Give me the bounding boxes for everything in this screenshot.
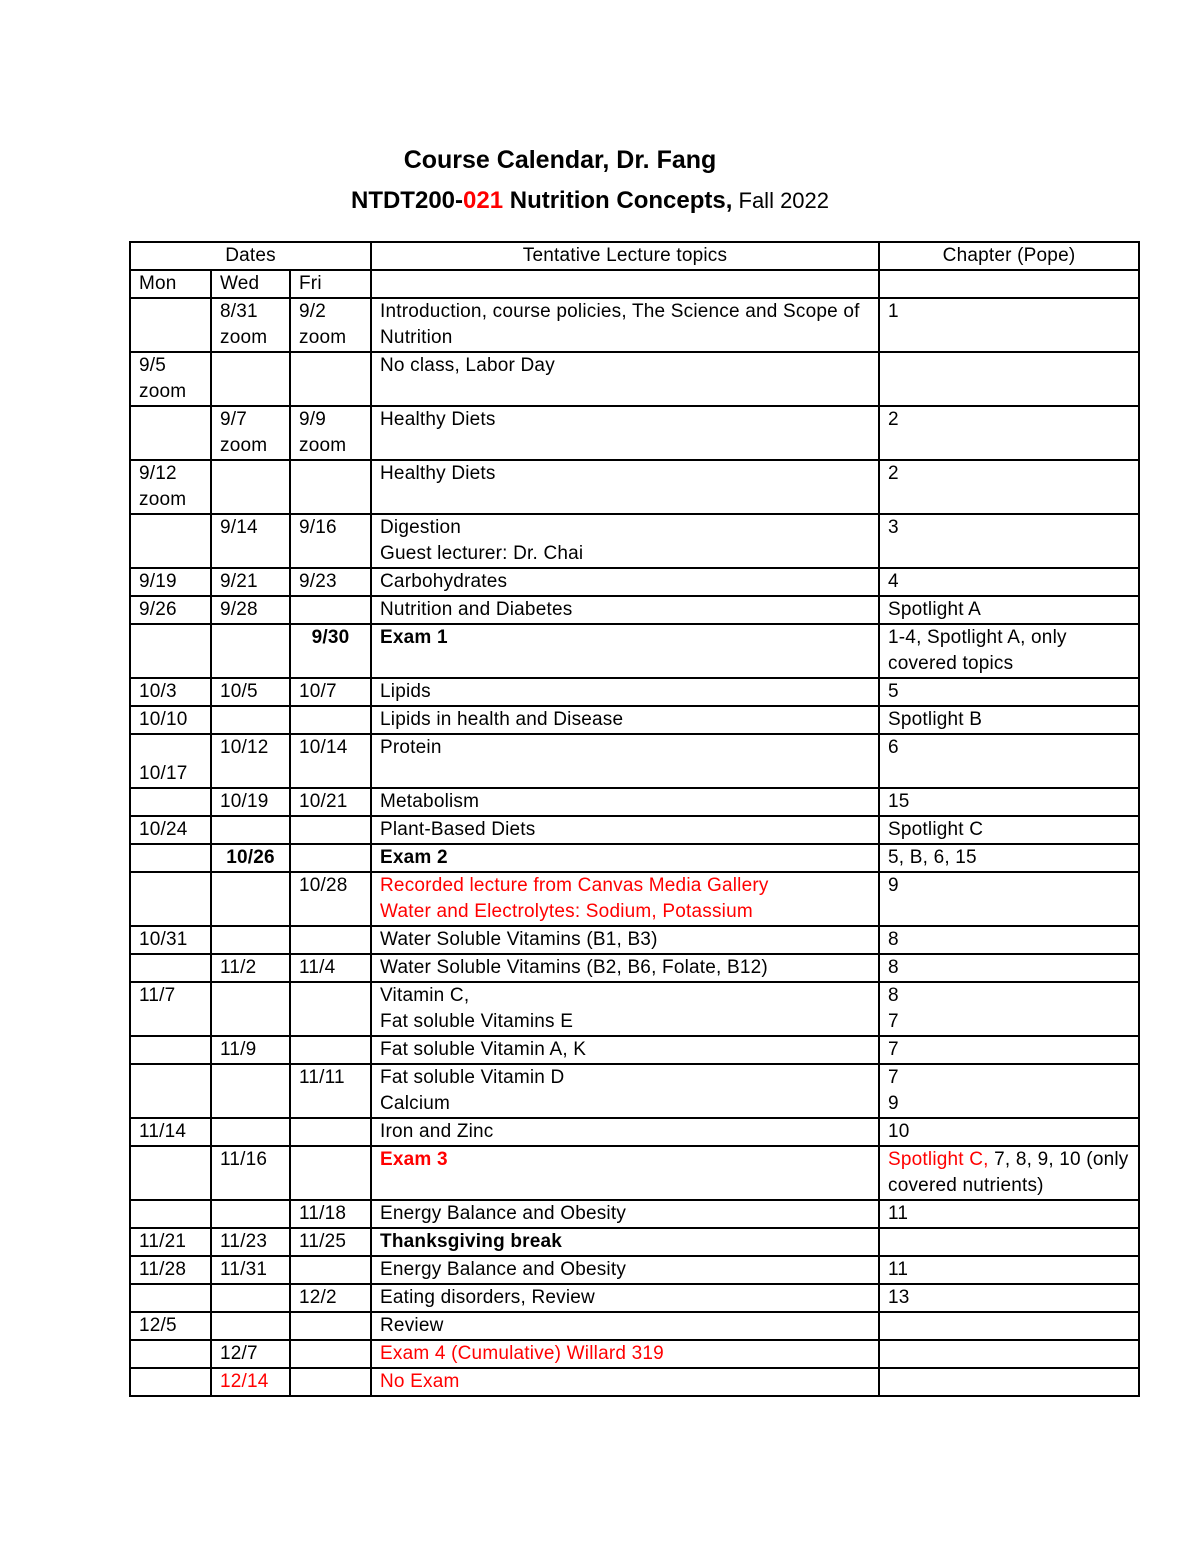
topic-cell: Healthy Diets bbox=[371, 406, 879, 460]
topic-cell: Energy Balance and Obesity bbox=[371, 1200, 879, 1228]
fri-cell: 11/11 bbox=[290, 1064, 371, 1118]
course-calendar-table bbox=[129, 241, 1140, 1397]
chapter-header: Chapter (Pope) bbox=[879, 242, 1139, 270]
table-row bbox=[130, 788, 1139, 816]
chapter-cell: 11 bbox=[879, 1200, 1139, 1228]
table-row bbox=[130, 298, 1139, 352]
chapter-cell: Spotlight B bbox=[879, 706, 1139, 734]
chapter-cell: 13 bbox=[879, 1284, 1139, 1312]
chapter-cell: Spotlight C bbox=[879, 816, 1139, 844]
dates-header: Dates bbox=[130, 242, 371, 270]
mon-cell: 11/28 bbox=[130, 1256, 211, 1284]
fri-cell bbox=[290, 816, 371, 844]
mon-cell bbox=[130, 872, 211, 926]
table-row bbox=[130, 1368, 1139, 1396]
chapter-cell: 7 9 bbox=[879, 1064, 1139, 1118]
table-row bbox=[130, 1146, 1139, 1200]
topic-cell: Carbohydrates bbox=[371, 568, 879, 596]
subheader-row bbox=[130, 270, 1139, 298]
mon-cell bbox=[130, 1036, 211, 1064]
table-row bbox=[130, 1312, 1139, 1340]
table-row bbox=[130, 982, 1139, 1036]
wed-cell: 10/5 bbox=[211, 678, 290, 706]
wed-cell: 10/26 bbox=[211, 844, 290, 872]
course-code: NTDT200- bbox=[350, 187, 464, 214]
fri-cell bbox=[290, 460, 371, 514]
fri-header: Fri bbox=[290, 270, 371, 298]
mon-cell bbox=[130, 514, 211, 568]
table-row bbox=[130, 1118, 1139, 1146]
mon-cell bbox=[130, 788, 211, 816]
mon-cell: 10/24 bbox=[130, 816, 211, 844]
wed-cell bbox=[211, 352, 290, 406]
chapter-cell: 6 bbox=[879, 734, 1139, 788]
wed-cell bbox=[211, 926, 290, 954]
chapter-cell: 2 bbox=[879, 460, 1139, 514]
wed-cell: 9/21 bbox=[211, 568, 290, 596]
topic-cell: Recorded lecture from Canvas Media Gallery Water and Electrolytes: Sodium, Potassium bbox=[371, 872, 879, 926]
mon-cell: 11/14 bbox=[130, 1118, 211, 1146]
table-row bbox=[130, 926, 1139, 954]
chapter-cell bbox=[879, 1228, 1139, 1256]
mon-cell: 10/3 bbox=[130, 678, 211, 706]
chapter-cell bbox=[879, 352, 1139, 406]
fri-cell: 9/16 bbox=[290, 514, 371, 568]
chapter-cell: 5, B, 6, 15 bbox=[879, 844, 1139, 872]
topic-cell: No Exam bbox=[371, 1368, 879, 1396]
table-row bbox=[130, 624, 1139, 678]
wed-cell bbox=[211, 460, 290, 514]
fri-cell: 11/25 bbox=[290, 1228, 371, 1256]
chapter-cell: 1-4, Spotlight A, only covered topics bbox=[879, 624, 1139, 678]
topic-cell: Exam 3 bbox=[371, 1146, 879, 1200]
topic-cell: Fat soluble Vitamin D Calcium bbox=[371, 1064, 879, 1118]
fri-cell: 10/7 bbox=[290, 678, 371, 706]
fri-cell: 9/30 bbox=[290, 624, 371, 678]
section-number: 021 bbox=[463, 187, 504, 214]
topic-cell: Water Soluble Vitamins (B1, B3) bbox=[371, 926, 879, 954]
wed-cell: 9/7 zoom bbox=[211, 406, 290, 460]
table-row bbox=[130, 1200, 1139, 1228]
table-row bbox=[130, 568, 1139, 596]
chapter-cell: 1 bbox=[879, 298, 1139, 352]
chapter-text: 7, 8, 9, 10 (only covered nutrients) bbox=[888, 1149, 1129, 1196]
chapter-cell: 3 bbox=[879, 514, 1139, 568]
wed-cell: 11/9 bbox=[211, 1036, 290, 1064]
chapter-cell bbox=[879, 1368, 1139, 1396]
mon-cell: 11/7 bbox=[130, 982, 211, 1036]
fri-cell bbox=[290, 982, 371, 1036]
topic-cell: Fat soluble Vitamin A, K bbox=[371, 1036, 879, 1064]
topic-cell: Eating disorders, Review bbox=[371, 1284, 879, 1312]
mon-header: Mon bbox=[130, 270, 211, 298]
course-subtitle bbox=[0, 187, 1180, 215]
table-row bbox=[130, 352, 1139, 406]
mon-cell: 12/5 bbox=[130, 1312, 211, 1340]
chapter-cell bbox=[879, 1312, 1139, 1340]
document-title: Course Calendar, Dr. Fang bbox=[403, 146, 717, 174]
chapter-cell: 11 bbox=[879, 1256, 1139, 1284]
mon-cell bbox=[130, 844, 211, 872]
mon-cell bbox=[130, 1284, 211, 1312]
fri-cell: 11/18 bbox=[290, 1200, 371, 1228]
fri-cell bbox=[290, 844, 371, 872]
fri-cell bbox=[290, 352, 371, 406]
table-row bbox=[130, 844, 1139, 872]
topic-cell: Plant-Based Diets bbox=[371, 816, 879, 844]
table-row bbox=[130, 596, 1139, 624]
mon-cell: 9/5 zoom bbox=[130, 352, 211, 406]
chapter-cell: 8 bbox=[879, 954, 1139, 982]
wed-cell bbox=[211, 624, 290, 678]
chapter-cell: 4 bbox=[879, 568, 1139, 596]
topic-cell: Review bbox=[371, 1312, 879, 1340]
wed-cell: 11/23 bbox=[211, 1228, 290, 1256]
mon-cell: 10/31 bbox=[130, 926, 211, 954]
table-row bbox=[130, 706, 1139, 734]
mon-cell: 9/26 bbox=[130, 596, 211, 624]
term: Fall 2022 bbox=[732, 188, 830, 213]
table-row bbox=[130, 1064, 1139, 1118]
topic-cell: Nutrition and Diabetes bbox=[371, 596, 879, 624]
topics-header: Tentative Lecture topics bbox=[371, 242, 879, 270]
wed-cell bbox=[211, 1284, 290, 1312]
chapter-cell bbox=[879, 270, 1139, 298]
wed-cell bbox=[211, 706, 290, 734]
fri-cell bbox=[290, 706, 371, 734]
fri-cell: 10/21 bbox=[290, 788, 371, 816]
topic-cell: Lipids in health and Disease bbox=[371, 706, 879, 734]
topic-cell: Protein bbox=[371, 734, 879, 788]
header-row bbox=[130, 242, 1139, 270]
topic-cell: Water Soluble Vitamins (B2, B6, Folate, B12) bbox=[371, 954, 879, 982]
table-row bbox=[130, 1284, 1139, 1312]
wed-cell: 11/31 bbox=[211, 1256, 290, 1284]
mon-cell: 9/19 bbox=[130, 568, 211, 596]
wed-cell: 12/14 bbox=[211, 1368, 290, 1396]
mon-cell bbox=[130, 624, 211, 678]
table-row bbox=[130, 460, 1139, 514]
wed-cell: 10/12 bbox=[211, 734, 290, 788]
wed-cell bbox=[211, 1200, 290, 1228]
wed-cell bbox=[211, 872, 290, 926]
fri-cell bbox=[290, 1312, 371, 1340]
topic-cell: Digestion Guest lecturer: Dr. Chai bbox=[371, 514, 879, 568]
topic-cell: Exam 4 (Cumulative) Willard 319 bbox=[371, 1340, 879, 1368]
mon-cell: 11/21 bbox=[130, 1228, 211, 1256]
chapter-highlight: Spotlight C, bbox=[888, 1149, 989, 1170]
table-row bbox=[130, 1228, 1139, 1256]
course-name: Nutrition Concepts, bbox=[503, 187, 733, 214]
table-row bbox=[130, 678, 1139, 706]
table-row bbox=[130, 1036, 1139, 1064]
fri-cell: 10/14 bbox=[290, 734, 371, 788]
topic-cell: Lipids bbox=[371, 678, 879, 706]
mon-cell bbox=[130, 1200, 211, 1228]
fri-cell bbox=[290, 1036, 371, 1064]
wed-cell bbox=[211, 982, 290, 1036]
chapter-cell: 5 bbox=[879, 678, 1139, 706]
wed-cell: 9/28 bbox=[211, 596, 290, 624]
chapter-cell: Spotlight A bbox=[879, 596, 1139, 624]
topic-cell: Vitamin C, Fat soluble Vitamins E bbox=[371, 982, 879, 1036]
fri-cell: 9/2 zoom bbox=[290, 298, 371, 352]
wed-header: Wed bbox=[211, 270, 290, 298]
wed-cell: 11/16 bbox=[211, 1146, 290, 1200]
mon-cell bbox=[130, 1368, 211, 1396]
wed-cell: 8/31 zoom bbox=[211, 298, 290, 352]
chapter-cell: 8 bbox=[879, 926, 1139, 954]
table-row bbox=[130, 872, 1139, 926]
wed-cell bbox=[211, 1064, 290, 1118]
wed-cell: 12/7 bbox=[211, 1340, 290, 1368]
fri-cell bbox=[290, 1118, 371, 1146]
mon-cell bbox=[130, 298, 211, 352]
wed-cell bbox=[211, 816, 290, 844]
topic-cell: Exam 1 bbox=[371, 624, 879, 678]
chapter-cell bbox=[879, 1146, 1139, 1200]
chapter-cell: 7 bbox=[879, 1036, 1139, 1064]
wed-cell: 10/19 bbox=[211, 788, 290, 816]
topic-cell: Iron and Zinc bbox=[371, 1118, 879, 1146]
topic-cell bbox=[371, 270, 879, 298]
mon-cell bbox=[130, 1146, 211, 1200]
table-row bbox=[130, 1340, 1139, 1368]
chapter-cell: 8 7 bbox=[879, 982, 1139, 1036]
table-row bbox=[130, 514, 1139, 568]
table-row bbox=[130, 816, 1139, 844]
mon-cell bbox=[130, 954, 211, 982]
fri-cell: 9/23 bbox=[290, 568, 371, 596]
topic-cell: Healthy Diets bbox=[371, 460, 879, 514]
table-row bbox=[130, 954, 1139, 982]
chapter-cell bbox=[879, 1340, 1139, 1368]
table-row bbox=[130, 734, 1139, 788]
topic-cell: Metabolism bbox=[371, 788, 879, 816]
fri-cell bbox=[290, 926, 371, 954]
fri-cell: 10/28 bbox=[290, 872, 371, 926]
mon-cell bbox=[130, 406, 211, 460]
table-row bbox=[130, 406, 1139, 460]
chapter-cell: 10 bbox=[879, 1118, 1139, 1146]
wed-cell bbox=[211, 1118, 290, 1146]
mon-cell: 9/12 zoom bbox=[130, 460, 211, 514]
topic-cell: Thanksgiving break bbox=[371, 1228, 879, 1256]
chapter-cell: 9 bbox=[879, 872, 1139, 926]
mon-cell bbox=[130, 1064, 211, 1118]
fri-cell: 12/2 bbox=[290, 1284, 371, 1312]
fri-cell bbox=[290, 596, 371, 624]
fri-cell bbox=[290, 1146, 371, 1200]
wed-cell: 9/14 bbox=[211, 514, 290, 568]
chapter-cell: 15 bbox=[879, 788, 1139, 816]
topic-cell: Exam 2 bbox=[371, 844, 879, 872]
topic-cell: No class, Labor Day bbox=[371, 352, 879, 406]
wed-cell bbox=[211, 1312, 290, 1340]
mon-cell: 10/10 bbox=[130, 706, 211, 734]
topic-cell: Energy Balance and Obesity bbox=[371, 1256, 879, 1284]
fri-cell: 9/9 zoom bbox=[290, 406, 371, 460]
fri-cell bbox=[290, 1340, 371, 1368]
chapter-cell: 2 bbox=[879, 406, 1139, 460]
wed-cell: 11/2 bbox=[211, 954, 290, 982]
mon-cell: 10/17 bbox=[130, 734, 211, 788]
topic-cell: Introduction, course policies, The Science and Scope of Nutrition bbox=[371, 298, 879, 352]
fri-cell bbox=[290, 1256, 371, 1284]
fri-cell bbox=[290, 1368, 371, 1396]
table-row bbox=[130, 1256, 1139, 1284]
fri-cell: 11/4 bbox=[290, 954, 371, 982]
mon-cell bbox=[130, 1340, 211, 1368]
